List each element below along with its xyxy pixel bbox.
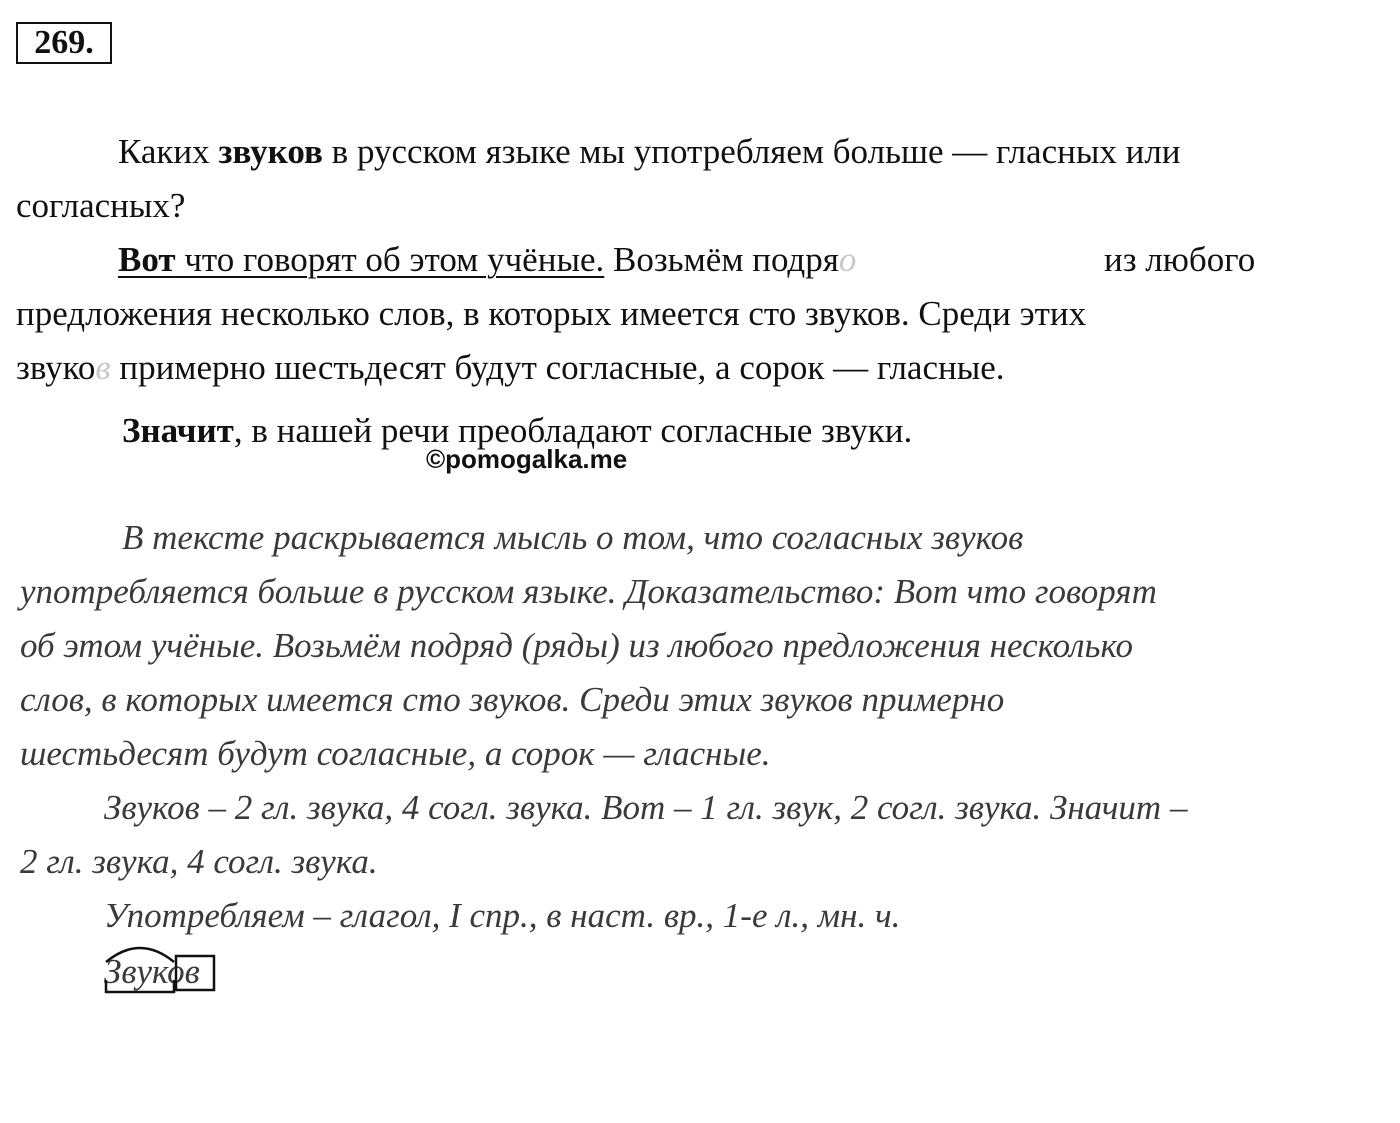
exercise-line-1 <box>118 132 1181 172</box>
exercise-p1-part1: Каких <box>118 132 219 171</box>
exercise-p2-line3-part1: звуко <box>16 348 96 387</box>
exercise-p2-part1: Возьмём подря <box>604 240 839 279</box>
exercise-p3-rest: , в нашей речи преобладают согласные звуки. <box>233 411 913 450</box>
task-number: 269. <box>16 22 112 64</box>
exercise-p2-bold-underlined: Вот <box>118 240 176 279</box>
exercise-line-2: согласных? <box>16 186 186 225</box>
root-arc-mark <box>106 948 174 962</box>
exercise-p2-underlined <box>118 240 604 279</box>
answer-line-6: Звуков – 2 гл. звука, 4 согл. звука. Вот – 1 гл. звук, 2 согл. звука. Значит – <box>104 788 1188 827</box>
answer-line-4: слов, в которых имеется сто звуков. Среди этих звуков примерно <box>20 680 1005 719</box>
watermark: ©pomogalka.me <box>426 444 628 474</box>
exercise-p2-underlined-text: что говорят об этом учёные. <box>175 240 605 279</box>
answer-line-7: 2 гл. звука, 4 согл. звука. <box>20 842 378 881</box>
stem-bracket-mark <box>106 980 174 992</box>
exercise-line-3 <box>118 240 856 280</box>
exercise-p2-line3-faint: в <box>95 348 111 387</box>
exercise-line-5 <box>16 348 1005 388</box>
morpheme-word: Звуков <box>104 952 200 991</box>
answer-line-8: Употребляем – глагол, I спр., в наст. вр., 1-е л., мн. ч. <box>104 896 901 935</box>
answer-line-1: В тексте раскрывается мысль о том, что согласных звуков <box>122 518 1024 557</box>
answer-line-5: шестьдесят будут согласные, а сорок — гласные. <box>20 734 771 773</box>
exercise-p1-part2: в русском языке мы употребляем больше — гласных или <box>322 132 1181 171</box>
ending-box-mark <box>176 956 214 990</box>
exercise-p3-bold: Значит <box>122 411 234 450</box>
morpheme-marks <box>100 940 230 1000</box>
exercise-p2-faint-letter: о <box>838 240 857 279</box>
morpheme-analysis <box>100 940 230 1000</box>
exercise-line-3-end: из любого <box>1104 240 1256 279</box>
answer-line-2: употребляется больше в русском языке. Доказательство: Вот что говорят <box>20 572 1157 611</box>
exercise-p1-bold-word: звуков <box>218 132 323 171</box>
answer-line-3: об этом учёные. Возьмём подряд (ряды) из любого предложения несколько <box>20 626 1133 665</box>
exercise-line-4: предложения несколько слов, в которых имеется сто звуков. Среди этих <box>16 294 1087 333</box>
exercise-p2-line3-part2: примерно шестьдесят будут согласные, а сорок — гласные. <box>110 348 1005 387</box>
